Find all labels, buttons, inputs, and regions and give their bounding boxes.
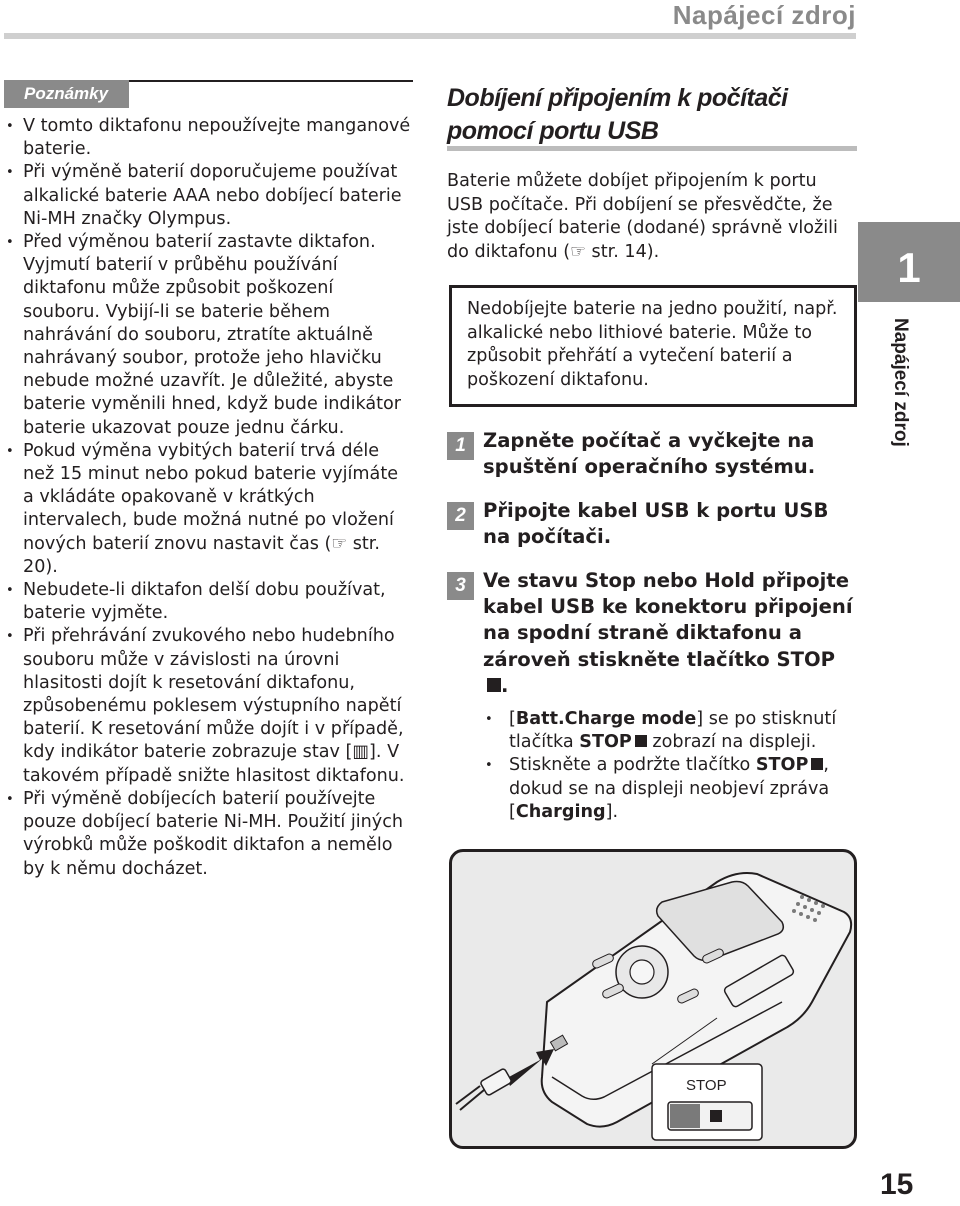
- step-text: Zapněte počítač a vyčkejte na spuštění operačního systému.: [483, 429, 816, 479]
- menu-text: Batt.Charge mode: [515, 709, 697, 729]
- section-title-line2: pomocí portu USB: [447, 117, 659, 145]
- stop-square-icon: [487, 678, 501, 692]
- chapter-label: Napájecí zdroj: [890, 318, 911, 447]
- notes-heading: Poznámky: [4, 80, 129, 108]
- section-title-line1: Dobíjení připojením k počítači: [447, 84, 788, 112]
- list-item: • [Batt.Charge mode] se po stisknutí tlačítka STOP zobrazí na displeji.: [485, 708, 855, 754]
- notes-item: • Při výměně dobíjecích baterií používejte pouze dobíjecí baterie Ni-MH. Použití jiných výrobků může poškodit diktafon a nemělo by k němu docházet.: [4, 788, 414, 881]
- notes-rule: [129, 80, 413, 82]
- stop-text: STOP: [755, 755, 809, 776]
- notes-item: • V tomto diktafonu nepoužívejte manganové baterie.: [4, 115, 414, 161]
- notes-item: • Při přehrávání zvukového nebo hudebního souboru může v závislosti na úrovni hlasitosti dojít k resetování diktafonu, způsobenému poklesem výstupního napětí baterií. K resetování může dojít i v případě, kdy indikátor baterie zobrazuje stav [▥]. V takovém případě snižte hlasitost diktafonu.: [4, 625, 414, 787]
- step-text: Připojte kabel USB k portu USB na počítači.: [483, 499, 829, 549]
- step-number: 1: [447, 432, 474, 460]
- voice-recorder-drawing: [452, 852, 854, 1146]
- step-text: Ve stavu Stop nebo Hold připojte kabel USB ke konektoru připojení na spodní straně diktafonu a zároveň stiskněte tlačítko STOP .: [483, 569, 853, 697]
- list-item: • Stiskněte a podržte tlačítko STOP , dokud se na displeji neobjeví zpráva [Charging].: [485, 754, 855, 824]
- stop-callout-label: STOP: [686, 1077, 727, 1094]
- message-text: Charging: [515, 801, 606, 822]
- intro-paragraph: Baterie můžete dobíjet připojením k portu USB počítače. Při dobíjení se přesvědčte, že jste dobíjecí baterie (dodané) správně vložili do diktafonu (☞ str. 14).: [447, 171, 838, 262]
- stop-square-icon: [811, 758, 823, 770]
- notes-item: • Při výměně baterií doporučujeme používat alkalické baterie AAA nebo dobíjecí baterie Ni-MH značky Olympus.: [4, 161, 414, 231]
- stop-text: STOP: [579, 732, 632, 753]
- notes-item: • Před výměnou baterií zastavte diktafon. Vyjmutí baterií v průběhu používání diktafonu může způsobit poškození souboru. Vybijí-li se baterie během nahrávání do souboru, ztratíte aktuálně nahrávaný soubor, protože jeho hlavičku nebude možné uzavřít. Je důležité, abyste baterie vyměnili hned, když bude indikátor baterie ukazovat pouze jednu čárku.: [4, 231, 414, 440]
- notes-list: [4, 115, 414, 881]
- warning-box: [449, 285, 857, 407]
- step-3-bullets: [485, 708, 855, 824]
- section-title: [447, 82, 857, 148]
- stop-square-icon: [635, 735, 647, 747]
- section-rule: [447, 146, 857, 151]
- step-3-text: Ve stavu Stop nebo Hold připojte kabel USB ke konektoru připojení na spodní straně diktafonu a zároveň stiskněte tlačítko STOP: [483, 569, 853, 671]
- header-rule: [4, 33, 856, 39]
- chapter-number: 1: [897, 244, 921, 291]
- notes-item: • Nebudete-li diktafon delší dobu používat, baterie vyjměte.: [4, 579, 414, 625]
- notes-item: • Pokud výměna vybitých baterií trvá déle než 15 minut nebo pokud baterie vyjímáte a vkládáte opakovaně v krátkých intervalech, bude možná nutné po vložení nových baterií znovu nastavit čas (☞ str. 20).: [4, 440, 414, 579]
- warning-text: Nedobíjejte baterie na jedno použití, např. alkalické nebo lithiové baterie. Může to způsobit přehřátí a vytečení baterií a poškození diktafonu.: [467, 299, 838, 390]
- page-header-title: Napájecí zdroj: [672, 0, 856, 30]
- step-number: 2: [447, 502, 474, 530]
- page-number: 15: [880, 1168, 914, 1201]
- recorder-illustration: [449, 849, 857, 1149]
- step-number: 3: [447, 572, 474, 600]
